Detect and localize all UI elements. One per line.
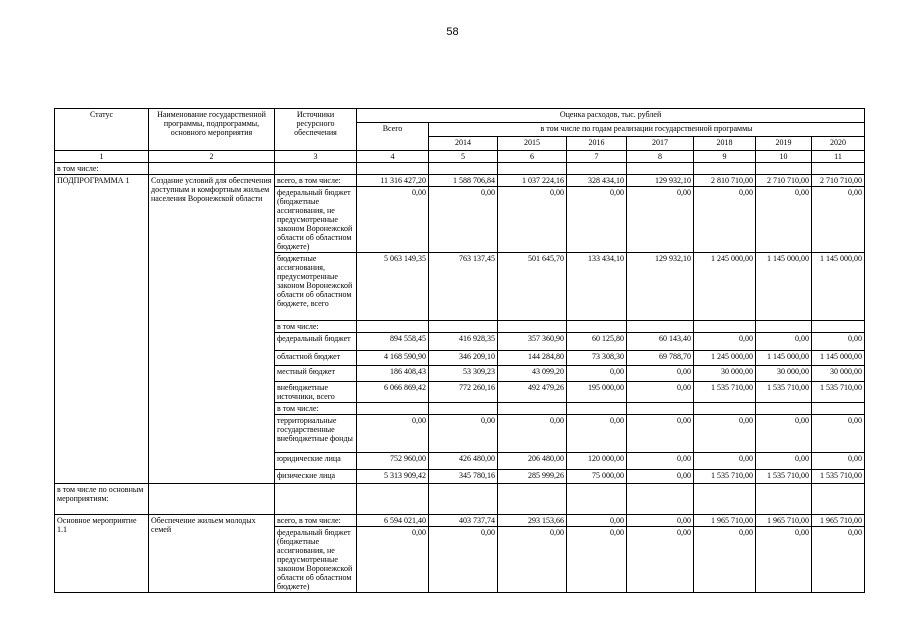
- year-value: [812, 321, 865, 333]
- source-label: федеральный бюджет (бюджетные ассигнования, не предусмотренные законом Воронежской области об областном бюджете): [275, 527, 357, 593]
- year-value: 0,00: [756, 453, 812, 470]
- year-value: [627, 403, 694, 415]
- source-label: федеральный бюджет (бюджетные ассигнования, не предусмотренные законом Воронежской области об областном бюджете): [275, 187, 357, 253]
- year-value: 1 588 706,84: [429, 175, 498, 187]
- year-value: 426 480,00: [429, 453, 498, 470]
- total-value: 11 316 427,20: [357, 175, 429, 187]
- header-year: 2020: [812, 137, 865, 151]
- source-label: федеральный бюджет: [275, 333, 357, 351]
- year-value: 1 145 000,00: [756, 351, 812, 366]
- year-value: 0,00: [567, 366, 627, 382]
- year-value: 0,00: [756, 333, 812, 351]
- header-name: Наименование государственной программы, подпрограммы, основного мероприятия: [149, 109, 275, 151]
- year-value: [627, 321, 694, 333]
- year-value: 403 737,74: [429, 515, 498, 527]
- header-sources: Источники ресурсного обеспечения: [275, 109, 357, 151]
- year-value: 1 965 710,00: [694, 515, 756, 527]
- year-value: [756, 403, 812, 415]
- year-value: 129 932,10: [627, 175, 694, 187]
- source-label: местный бюджет: [275, 366, 357, 382]
- column-number: 8: [627, 151, 694, 163]
- year-value: 1 037 224,16: [498, 175, 567, 187]
- year-value: 0,00: [627, 470, 694, 484]
- year-value: [567, 321, 627, 333]
- year-value: 69 788,70: [627, 351, 694, 366]
- subprogram-status: ПОДПРОГРАММА 1: [55, 175, 149, 484]
- year-value: 0,00: [627, 366, 694, 382]
- year-value: 0,00: [498, 187, 567, 253]
- total-value: 186 408,43: [357, 366, 429, 382]
- year-value: 0,00: [812, 187, 865, 253]
- total-value: 0,00: [357, 187, 429, 253]
- year-value: [812, 403, 865, 415]
- source-label: в том числе:: [275, 321, 357, 333]
- year-value: 75 000,00: [567, 470, 627, 484]
- year-value: 144 284,80: [498, 351, 567, 366]
- header-status: Статус: [55, 109, 149, 151]
- year-value: 43 099,20: [498, 366, 567, 382]
- year-value: 0,00: [756, 415, 812, 453]
- year-value: 195 000,00: [567, 382, 627, 403]
- header-year: 2015: [498, 137, 567, 151]
- year-value: 0,00: [498, 527, 567, 593]
- year-value: 416 928,35: [429, 333, 498, 351]
- year-value: 0,00: [567, 187, 627, 253]
- source-label: всего, в том числе:: [275, 175, 357, 187]
- year-value: 293 153,66: [498, 515, 567, 527]
- source-label: физические лица: [275, 470, 357, 484]
- year-value: 1 535 710,00: [694, 382, 756, 403]
- column-number: 7: [567, 151, 627, 163]
- total-value: 0,00: [357, 415, 429, 453]
- year-value: 763 137,45: [429, 253, 498, 321]
- year-value: 1 145 000,00: [812, 253, 865, 321]
- total-value: 752 960,00: [357, 453, 429, 470]
- source-label: юридические лица: [275, 453, 357, 470]
- year-value: 0,00: [429, 527, 498, 593]
- total-value: 4 168 590,90: [357, 351, 429, 366]
- source-label: территориальные государственные внебюджетные фонды: [275, 415, 357, 453]
- year-value: 133 434,10: [567, 253, 627, 321]
- year-value: 2 810 710,00: [694, 175, 756, 187]
- year-value: 772 260,16: [429, 382, 498, 403]
- column-number: 1: [55, 151, 149, 163]
- table-row: [55, 515, 865, 527]
- year-value: 0,00: [812, 453, 865, 470]
- year-value: 0,00: [694, 187, 756, 253]
- year-value: [567, 403, 627, 415]
- header-year: 2018: [694, 137, 756, 151]
- year-value: 1 535 710,00: [812, 382, 865, 403]
- year-value: 285 999,26: [498, 470, 567, 484]
- total-value: 6 594 021,40: [357, 515, 429, 527]
- year-value: 2 710 710,00: [812, 175, 865, 187]
- source-label: бюджетные ассигнования, предусмотренные законом Воронежской области об областном бюджете, всего: [275, 253, 357, 321]
- including-label: в том числе:: [55, 163, 149, 175]
- budget-table: [54, 108, 865, 593]
- column-number: 3: [275, 151, 357, 163]
- year-value: 0,00: [429, 415, 498, 453]
- year-value: 2 710 710,00: [756, 175, 812, 187]
- year-value: 1 535 710,00: [812, 470, 865, 484]
- year-value: 1 245 000,00: [694, 253, 756, 321]
- activity-status: Основное мероприятие 1.1: [55, 515, 149, 593]
- year-value: [429, 321, 498, 333]
- total-value: 5 063 149,35: [357, 253, 429, 321]
- header-year: 2016: [567, 137, 627, 151]
- source-label: всего, в том числе:: [275, 515, 357, 527]
- year-value: 0,00: [694, 333, 756, 351]
- year-value: 129 932,10: [627, 253, 694, 321]
- year-value: 501 645,70: [498, 253, 567, 321]
- year-value: 1 145 000,00: [812, 351, 865, 366]
- header-total: Всего: [357, 123, 429, 151]
- year-value: 30 000,00: [756, 366, 812, 382]
- year-value: 0,00: [694, 415, 756, 453]
- year-value: 0,00: [756, 187, 812, 253]
- year-value: 0,00: [627, 187, 694, 253]
- year-value: 73 308,30: [567, 351, 627, 366]
- year-value: 1 145 000,00: [756, 253, 812, 321]
- year-value: 1 535 710,00: [694, 470, 756, 484]
- column-number: 6: [498, 151, 567, 163]
- year-value: [429, 403, 498, 415]
- year-value: 346 209,10: [429, 351, 498, 366]
- page-number: 58: [446, 26, 459, 38]
- column-number: 9: [694, 151, 756, 163]
- source-label: областной бюджет: [275, 351, 357, 366]
- year-value: 1 535 710,00: [756, 470, 812, 484]
- header-year: 2014: [429, 137, 498, 151]
- year-value: 0,00: [812, 527, 865, 593]
- column-number: 2: [149, 151, 275, 163]
- year-value: 1 965 710,00: [756, 515, 812, 527]
- header-by-years: в том числе по годам реализации государственной программы: [429, 123, 865, 137]
- year-value: 0,00: [627, 453, 694, 470]
- table-row: [55, 175, 865, 187]
- year-value: 328 434,10: [567, 175, 627, 187]
- total-value: 6 066 869,42: [357, 382, 429, 403]
- year-value: [756, 321, 812, 333]
- year-value: 206 480,00: [498, 453, 567, 470]
- header-year: 2019: [756, 137, 812, 151]
- main-activities-label: в том числе по основным мероприятиям:: [55, 484, 149, 515]
- year-value: 120 000,00: [567, 453, 627, 470]
- source-label: внебюджетные источники, всего: [275, 382, 357, 403]
- year-value: 357 360,90: [498, 333, 567, 351]
- year-value: 0,00: [567, 527, 627, 593]
- total-value: 894 558,45: [357, 333, 429, 351]
- year-value: 0,00: [812, 333, 865, 351]
- total-value: 5 313 909,42: [357, 470, 429, 484]
- subprogram-name: Создание условий для обеспечения доступным и комфортным жильем населения Воронежской области: [149, 175, 275, 484]
- column-number: 10: [756, 151, 812, 163]
- year-value: 30 000,00: [694, 366, 756, 382]
- column-number: 11: [812, 151, 865, 163]
- total-value: [357, 321, 429, 333]
- year-value: [498, 403, 567, 415]
- header-estimate: Оценка расходов, тыс. рублей: [357, 109, 865, 123]
- year-value: 0,00: [627, 515, 694, 527]
- total-value: 0,00: [357, 527, 429, 593]
- header-year: 2017: [627, 137, 694, 151]
- year-value: 0,00: [627, 382, 694, 403]
- year-value: 1 965 710,00: [812, 515, 865, 527]
- year-value: 60 143,40: [627, 333, 694, 351]
- year-value: 60 125,80: [567, 333, 627, 351]
- year-value: 345 780,16: [429, 470, 498, 484]
- year-value: 1 535 710,00: [756, 382, 812, 403]
- column-number: 5: [429, 151, 498, 163]
- year-value: 0,00: [756, 527, 812, 593]
- source-label: в том числе:: [275, 403, 357, 415]
- year-value: 0,00: [429, 187, 498, 253]
- year-value: [694, 321, 756, 333]
- year-value: 0,00: [627, 527, 694, 593]
- year-value: 0,00: [498, 415, 567, 453]
- year-value: [694, 403, 756, 415]
- year-value: 30 000,00: [812, 366, 865, 382]
- year-value: 0,00: [567, 515, 627, 527]
- year-value: 1 245 000,00: [694, 351, 756, 366]
- total-value: [357, 403, 429, 415]
- year-value: [498, 321, 567, 333]
- activity-name: Обеспечение жильем молодых семей: [149, 515, 275, 593]
- year-value: 0,00: [812, 415, 865, 453]
- year-value: 0,00: [627, 415, 694, 453]
- column-number: 4: [357, 151, 429, 163]
- year-value: 0,00: [567, 415, 627, 453]
- year-value: 0,00: [694, 527, 756, 593]
- year-value: 0,00: [694, 453, 756, 470]
- year-value: 53 309,23: [429, 366, 498, 382]
- year-value: 492 479,26: [498, 382, 567, 403]
- table-row: [55, 484, 865, 515]
